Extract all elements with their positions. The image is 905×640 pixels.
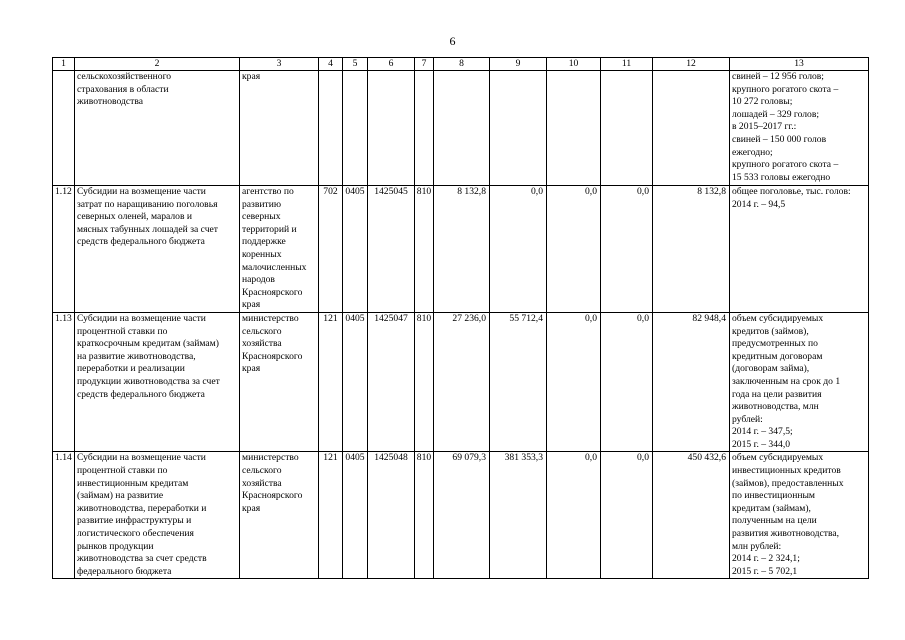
- item-name: сельскохозяйственного страхования в области животноводства: [75, 71, 240, 186]
- item-code-csr: [368, 71, 415, 186]
- item-code-rz: 0405: [343, 452, 368, 579]
- item-code-vr: 810: [415, 186, 434, 313]
- item-indicator: объем субсидируемых кредитов (займов), предусмотренных по кредитным договорам (договорам займа), заключенным на срок до 1 года на цели развития животноводства, млн рублей: 2014 г. – 347,5; 2015 г. – 344,0: [730, 312, 869, 452]
- item-value-2016: [547, 71, 601, 186]
- item-code-vr: [415, 71, 434, 186]
- item-value-2016: 0,0: [547, 186, 601, 313]
- item-code-csr: 1425045: [368, 186, 415, 313]
- item-value-2015: 55 712,4: [490, 312, 547, 452]
- item-value-2017: 0,0: [601, 452, 653, 579]
- table-row: [53, 452, 869, 579]
- item-value-2017: 0,0: [601, 186, 653, 313]
- item-value-2017: [601, 71, 653, 186]
- table-row: [53, 71, 869, 186]
- item-value-2014: 27 236,0: [434, 312, 490, 452]
- item-number: 1.12: [53, 186, 75, 313]
- item-name: Субсидии на возмещение части затрат по наращиванию поголовья северных оленей, маралов и мясных табунных лошадей за счет средств федерального бюджета: [75, 186, 240, 313]
- item-code-vr: 810: [415, 452, 434, 579]
- item-number: 1.13: [53, 312, 75, 452]
- item-value-2016: 0,0: [547, 312, 601, 452]
- item-number: 1.14: [53, 452, 75, 579]
- page-number: 6: [449, 34, 456, 48]
- column-number: 5: [343, 58, 368, 71]
- item-value-2014: 69 079,3: [434, 452, 490, 579]
- item-code-vr: 810: [415, 312, 434, 452]
- item-value-total: 8 132,8: [653, 186, 730, 313]
- item-value-2015: 381 353,3: [490, 452, 547, 579]
- column-number: 6: [368, 58, 415, 71]
- item-agency: министерство сельского хозяйства Красноярского края: [240, 452, 319, 579]
- column-number: 8: [434, 58, 490, 71]
- column-number: 2: [75, 58, 240, 71]
- item-code-gr: 121: [319, 312, 343, 452]
- item-value-total: [653, 71, 730, 186]
- column-number-row: [53, 58, 869, 71]
- column-number: 9: [490, 58, 547, 71]
- item-code-rz: 0405: [343, 312, 368, 452]
- column-number: 4: [319, 58, 343, 71]
- item-code-rz: 0405: [343, 186, 368, 313]
- item-code-rz: [343, 71, 368, 186]
- table-row: [53, 312, 869, 452]
- item-value-2014: 8 132,8: [434, 186, 490, 313]
- item-name: Субсидии на возмещение части процентной ставки по инвестиционным кредитам (займам) на развитие животноводства, переработки и развитие инфраструктуры и логистического обеспечения рынков продукции животноводства за счет средств федерального бюджета: [75, 452, 240, 579]
- column-number: 3: [240, 58, 319, 71]
- column-number: 10: [547, 58, 601, 71]
- column-number: 1: [53, 58, 75, 71]
- item-name: Субсидии на возмещение части процентной ставки по краткосрочным кредитам (займам) на развитие животноводства, переработки и реализации продукции животноводства за счет средств федерального бюджета: [75, 312, 240, 452]
- column-number: 11: [601, 58, 653, 71]
- item-code-gr: 121: [319, 452, 343, 579]
- item-code-csr: 1425047: [368, 312, 415, 452]
- column-number: 13: [730, 58, 869, 71]
- item-indicator: общее поголовье, тыс. голов: 2014 г. – 94,5: [730, 186, 869, 313]
- column-number: 12: [653, 58, 730, 71]
- program-table: [52, 57, 869, 579]
- item-code-gr: 702: [319, 186, 343, 313]
- item-code-csr: 1425048: [368, 452, 415, 579]
- item-value-2017: 0,0: [601, 312, 653, 452]
- item-indicator: свиней – 12 956 голов; крупного рогатого скота – 10 272 головы; лошадей – 329 голов; в 2015–2017 гг.: свиней – 150 000 голов ежегодно; крупного рогатого скота – 15 533 головы ежегодно: [730, 71, 869, 186]
- item-value-2014: [434, 71, 490, 186]
- item-code-gr: [319, 71, 343, 186]
- item-indicator: объем субсидируемых инвестиционных кредитов (займов), предоставленных по инвестиционным кредитам (займам), полученным на цели развития животноводства, млн рублей: 2014 г. – 2 324,1; 2015 г. – 5 702,1: [730, 452, 869, 579]
- item-agency: министерство сельского хозяйства Красноярского края: [240, 312, 319, 452]
- item-value-2015: [490, 71, 547, 186]
- item-value-2016: 0,0: [547, 452, 601, 579]
- table-row: [53, 186, 869, 313]
- item-value-2015: 0,0: [490, 186, 547, 313]
- item-value-total: 82 948,4: [653, 312, 730, 452]
- item-value-total: 450 432,6: [653, 452, 730, 579]
- item-agency: края: [240, 71, 319, 186]
- item-number: [53, 71, 75, 186]
- column-number: 7: [415, 58, 434, 71]
- item-agency: агентство по развитию северных территорий и поддержке коренных малочисленных народов Красноярского края: [240, 186, 319, 313]
